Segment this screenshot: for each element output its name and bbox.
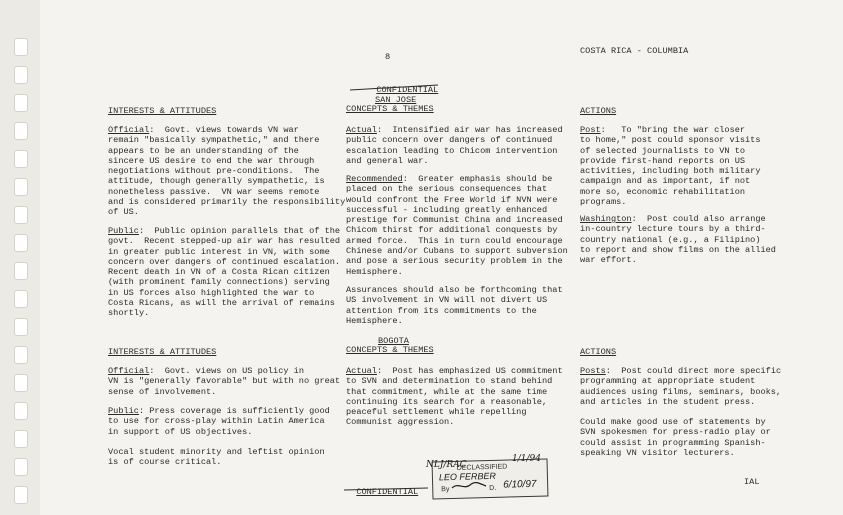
official-label: Official [108,366,150,376]
stamp-by-label: By [441,486,450,494]
vocal-paragraph-2: Vocal student minority and leftist opinion is of course critical. [108,447,325,468]
stamp-signature: LEO FERBER [438,470,497,483]
heading-actions-2: ACTIONS [580,347,617,357]
washington-paragraph-1: Washington: Post could also arrange in-country lecture tours by a third- country national (e.g., a Filipino) to report and show films on the allied war effort. [580,214,776,266]
stamp-authority: NLJ/RAC [426,460,467,470]
city-san-jose: SAN JOSE [375,95,417,105]
recommended-label: Recommended [346,174,403,184]
could-paragraph-2: Could make good use of statements by SVN spokesmen for press-radio play or could assist in programming Spanish- speaking VN visitor lecturers. [580,417,771,458]
binder-hole [14,486,28,504]
stamp-initials [450,480,490,492]
underline-scribble [346,76,446,94]
recommended-paragraph-1: Recommended: Greater emphasis should be placed on the serious consequences that would confront the Free World if NVN were successful - including greatly enhanced prestige for Communist China and increased Chicom thirst for additional conquests by armed force. This in turn could encourage Chinese and/or Cubans to support subversion and pose a serious security problem in the Hemisphere. [346,174,568,277]
underline-scribble [340,480,434,494]
binder-hole [14,430,28,448]
heading-actions-1: ACTIONS [580,106,617,116]
posts-label: Posts [580,366,606,376]
country-heading: COSTA RICA - COLUMBIA [580,46,689,56]
public-paragraph-1: Public: Public opinion parallels that of the govt. Recent stepped-up air war has resulted in greater public interest in VN, with some concern over dangers of continued escalation. Recent death in VN of a Costa Rican citizen (with prominent family connections) serving in US forces also highlighted the war to Costa Ricans, as will the arrival of remains shortly. [108,226,341,319]
binder-hole [14,66,28,84]
binder-hole [14,234,28,252]
heading-interests-1: INTERESTS & ATTITUDES [108,106,217,116]
official-paragraph-2: Official: Govt. views on US policy in VN is "generally favorable" but with no great sense of involvement. [108,366,341,397]
public-label: Public [108,226,139,236]
city-bogota: BOGOTA [378,336,409,346]
binder-hole [14,318,28,336]
binder-hole [14,122,28,140]
binder-hole [14,150,28,168]
official-paragraph-1: Official: Govt. views towards VN war remain "basically sympathetic," and there appears to be an understanding of the sincere US desire to end the war through negotiations without pre-conditions. The attitude, though generally sympathetic, is nonetheless passive. VN war seems remote and is considered primarily the responsibility of US. [108,125,346,218]
post-paragraph-1: Post: To "bring the war closer to home," post could sponsor visits of selected journalists to VN to provide first-hand reports on US activities, including both military campaign and as important, if not more so, economic rehabilitation programs. [580,125,761,208]
classification-label: CONFIDENTIAL [376,85,439,96]
post-label: Post [580,125,601,135]
stamp-declassified: DECLASSIFIED [456,463,508,472]
public-paragraph-2: Public: Press coverage is sufficiently good to use for cross-play within Latin America in support of US objectives. [108,406,330,437]
corner-mark: IAL [744,477,760,487]
binder-hole [14,458,28,476]
binder-hole [14,262,28,280]
actual-label: Actual [346,366,377,376]
official-label: Official [108,125,150,135]
assurances-paragraph-1: Assurances should also be forthcoming that US involvement in VN will not divert US attention from its commitments to the Hemisphere. [346,285,563,326]
binder-hole [14,206,28,224]
heading-concepts-1: CONCEPTS & THEMES [346,104,434,114]
washington-label: Washington [580,214,632,224]
binder-hole [14,290,28,308]
binder-hole [14,178,28,196]
binder-margin [0,0,40,515]
classification-label: CONFIDENTIAL [356,487,419,498]
stamp-date-label: D. [489,484,497,493]
binder-hole [14,346,28,364]
stamp-date-value: 6/10/97 [503,478,537,491]
actual-label: Actual [346,125,377,135]
binder-hole [14,374,28,392]
stamp-margin-date: 1/1/94 [512,454,541,464]
page-number: 8 [385,52,391,62]
actual-paragraph-2: Actual: Post has emphasized US commitment to SVN and determination to stand behind that commitment, while at the same time continuing its search for a reasonable, peaceful settlement while repelling Communist aggression. [346,366,563,428]
posts-paragraph-2: Posts: Post could direct more specific programming at appropriate student audiences using films, seminars, books, and articles in the student press. [580,366,782,407]
binder-hole [14,402,28,420]
heading-concepts-2: CONCEPTS & THEMES [346,345,434,355]
binder-hole [14,94,28,112]
public-label: Public [108,406,139,416]
binder-hole [14,38,28,56]
heading-interests-2: INTERESTS & ATTITUDES [108,347,217,357]
actual-paragraph-1: Actual: Intensified air war has increased public concern over dangers of continued escalation leading to Chicom intervention and general war. [346,125,563,166]
